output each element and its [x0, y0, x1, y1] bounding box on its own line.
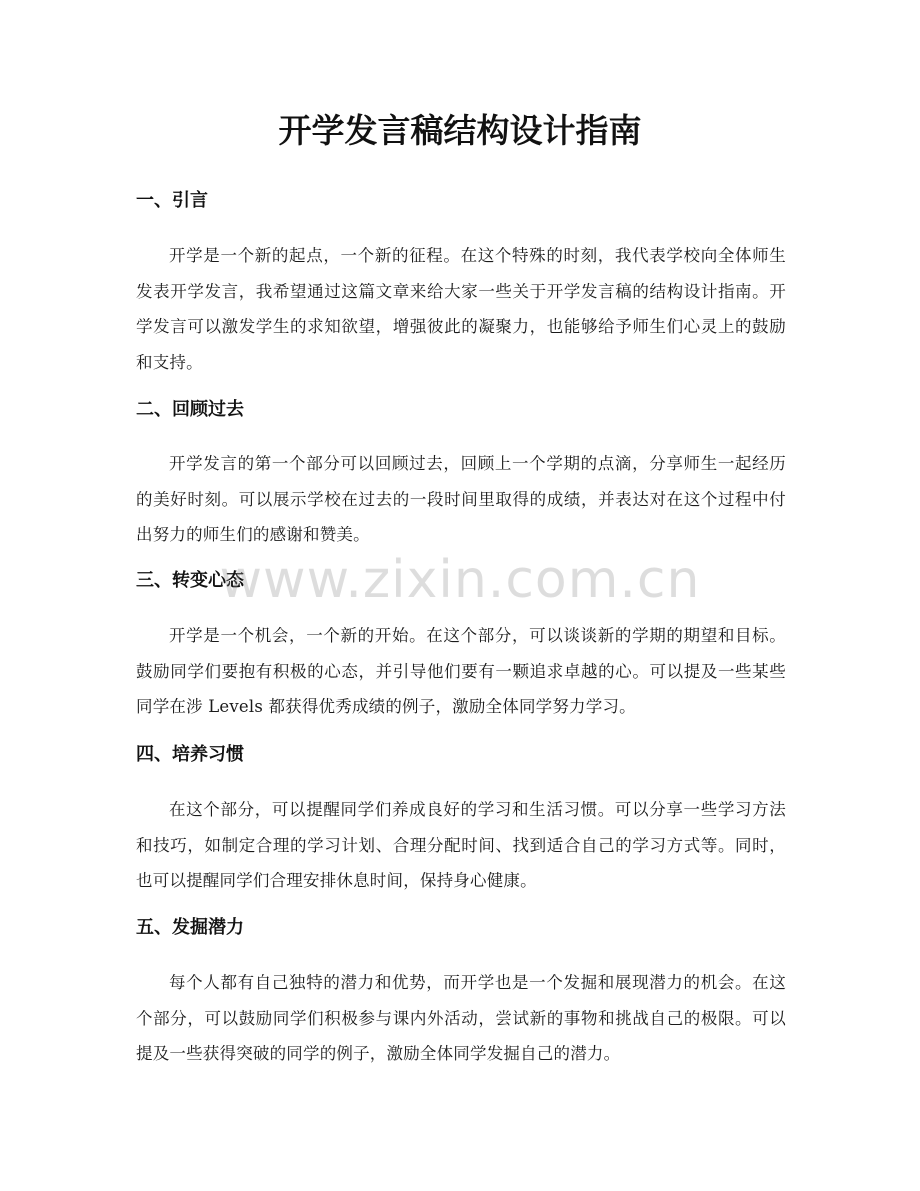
section-paragraph: 开学发言的第一个部分可以回顾过去，回顾上一个学期的点滴，分享师生一起经历的美好时刻。可以展示学校在过去的一段时间里取得的成绩，并表达对在这个过程中付出努力的师生们的感谢和赞美。: [136, 454, 786, 544]
section-paragraph: 开学是一个新的起点，一个新的征程。在这个特殊的时刻，我代表学校向全体师生发表开学发言，我希望通过这篇文章来给大家一些关于开学发言稿的结构设计指南。开学发言可以激发学生的求知欲望，增强彼此的凝聚力，也能够给予师生们心灵上的鼓励和支持。: [136, 246, 786, 372]
section-heading: 三、转变心态: [136, 570, 244, 591]
section-introduction: [136, 188, 786, 380]
section-change-mindset: [136, 568, 786, 725]
section-build-habits: [136, 742, 786, 899]
section-paragraph: 在这个部分，可以提醒同学们养成良好的学习和生活习惯。可以分享一些学习方法和技巧，如制定合理的学习计划、合理分配时间、找到适合自己的学习方式等。同时，也可以提醒同学们合理安排休息时间，保持身心健康。: [136, 800, 786, 890]
section-review-past: [136, 397, 786, 553]
section-heading: 五、发掘潜力: [136, 917, 244, 938]
document-title: 开学发言稿结构设计指南: [278, 111, 642, 150]
section-discover-potential: [136, 915, 786, 1072]
section-paragraph: 每个人都有自己独特的潜力和优势，而开学也是一个发掘和展现潜力的机会。在这个部分，可以鼓励同学们积极参与课内外活动，尝试新的事物和挑战自己的极限。可以提及一些获得突破的同学的例子，激励全体同学发掘自己的潜力。: [136, 973, 786, 1063]
watermark: www.zixin.com.cn: [219, 550, 701, 610]
section-heading: 四、培养习惯: [136, 744, 244, 765]
section-heading: 二、回顾过去: [136, 399, 244, 420]
section-heading: 一、引言: [136, 190, 208, 211]
section-paragraph: 开学是一个机会，一个新的开始。在这个部分，可以谈谈新的学期的期望和目标。鼓励同学们要抱有积极的心态，并引导他们要有一颗追求卓越的心。可以提及一些某些同学在涉 Levels 都获得优秀成绩的例子，激励全体同学努力学习。: [136, 626, 786, 716]
